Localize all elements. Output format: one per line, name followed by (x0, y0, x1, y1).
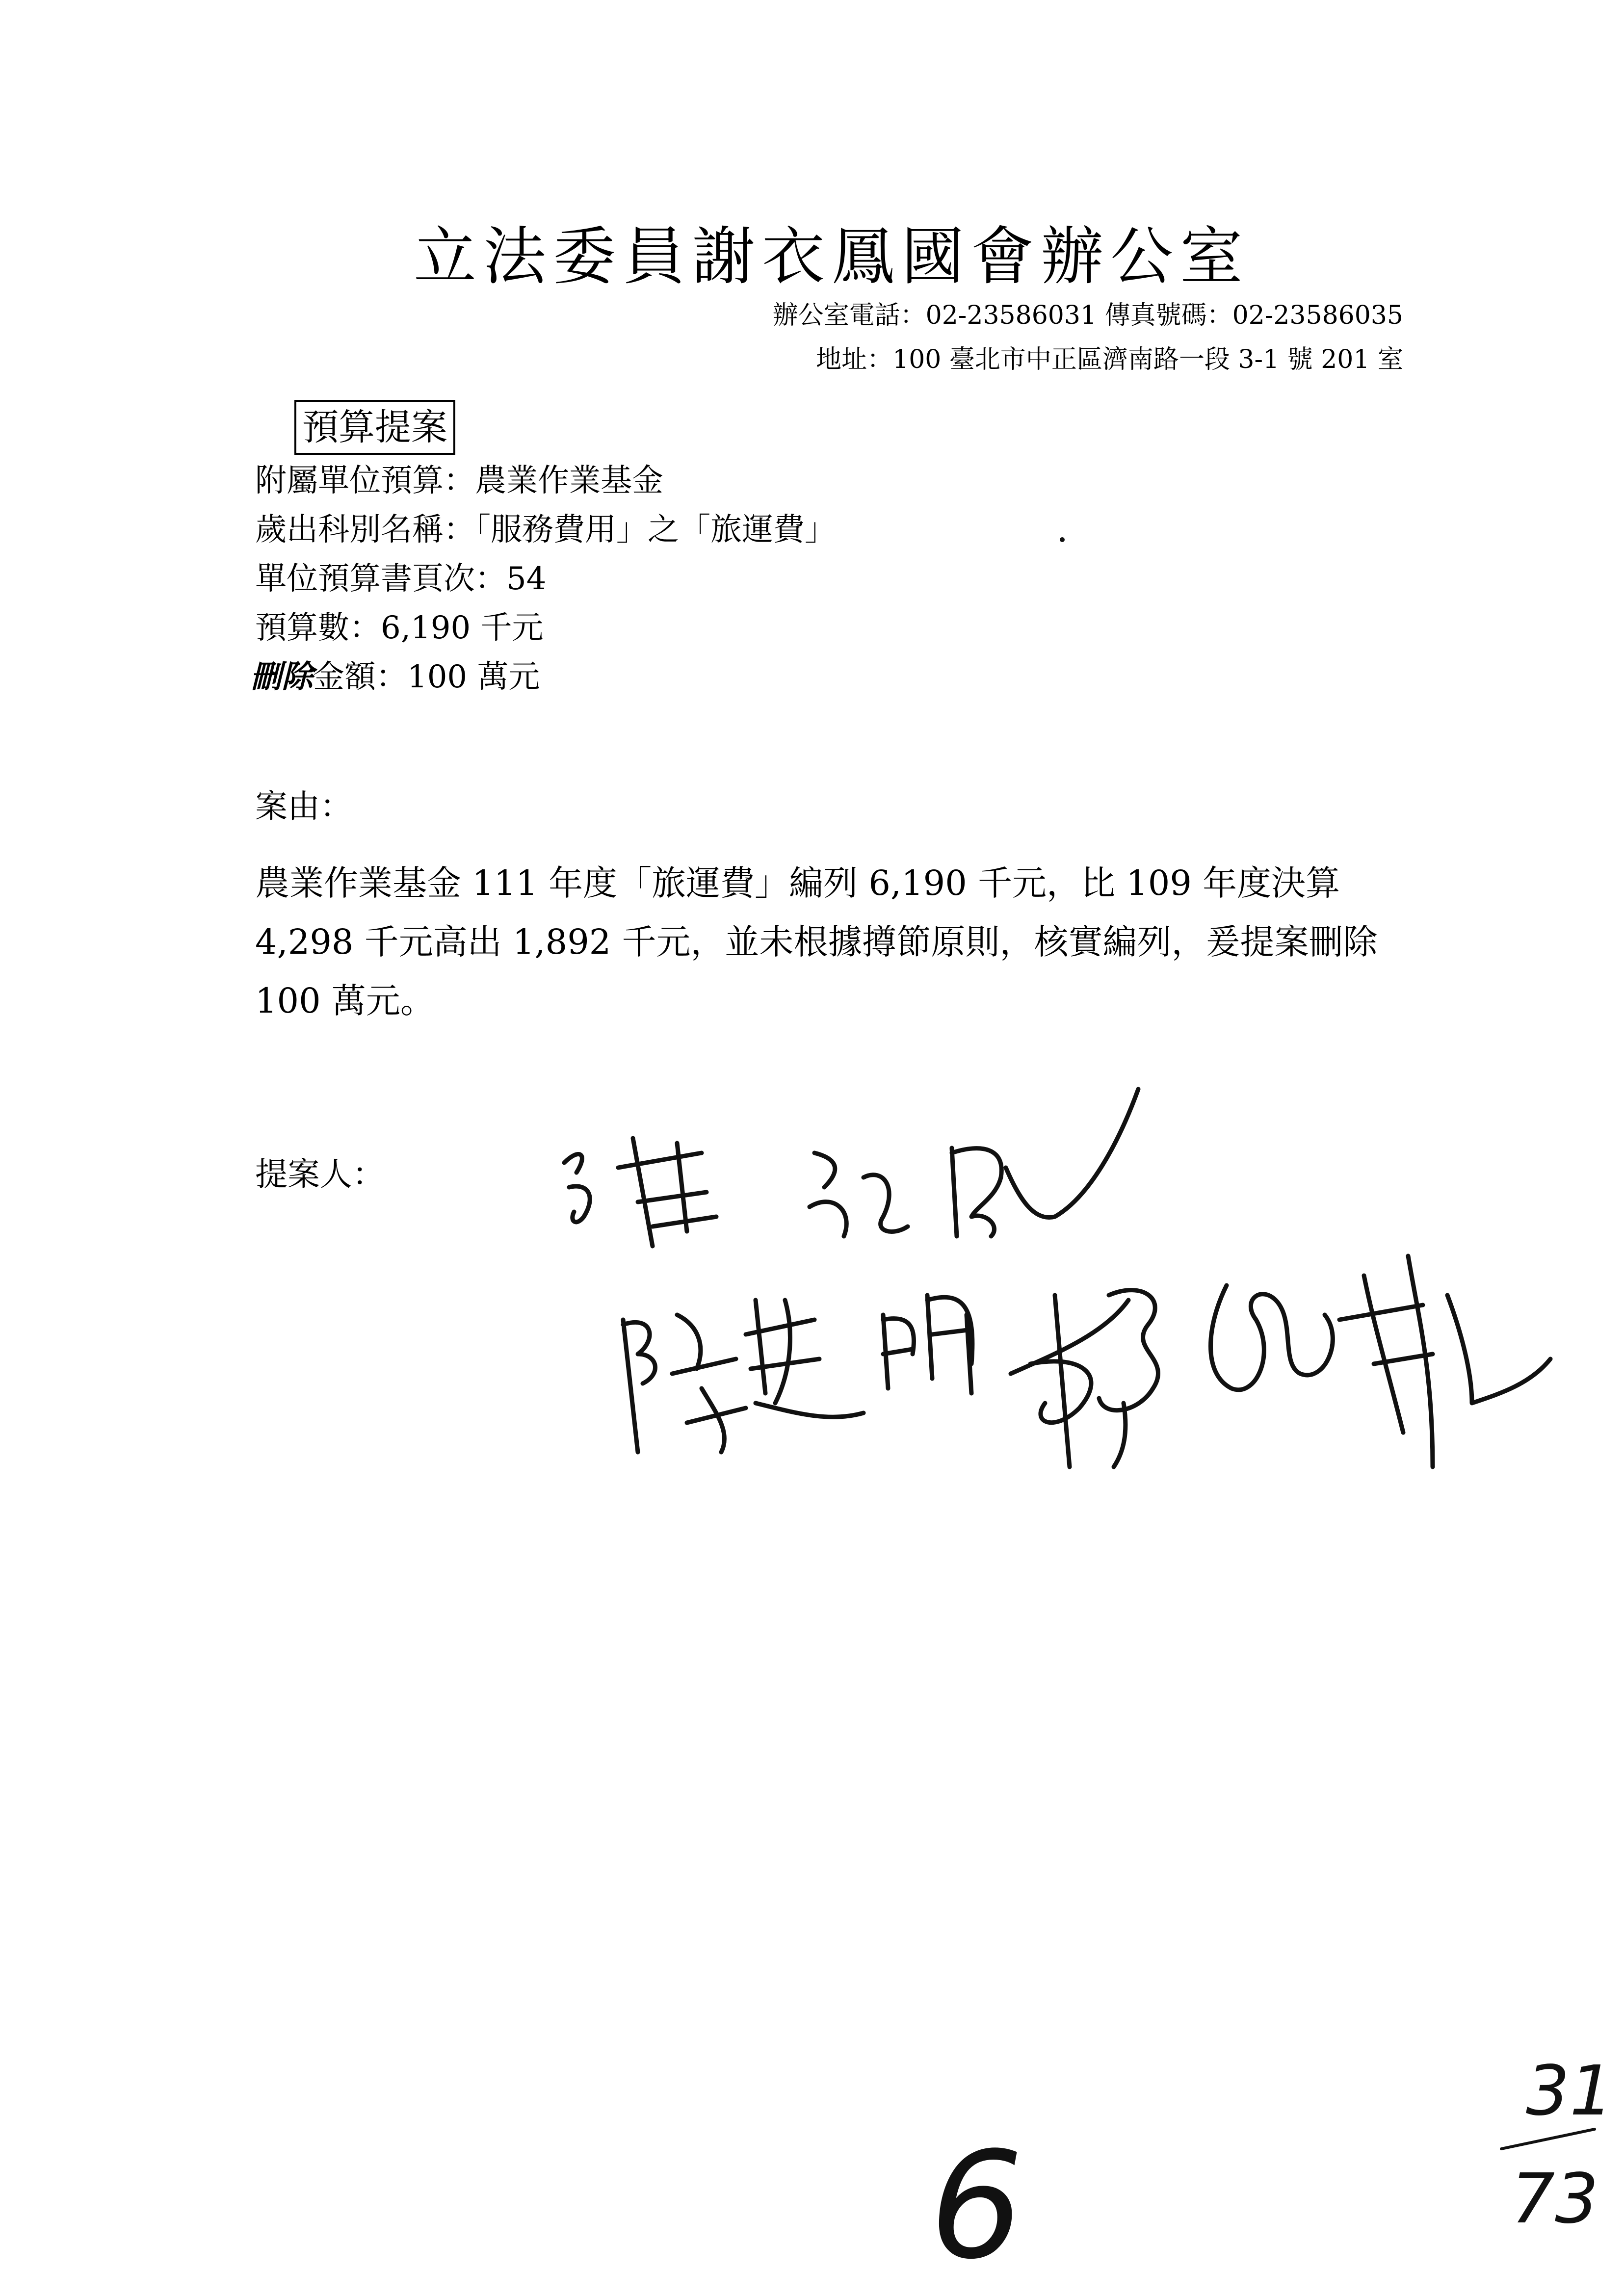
page-number-text: 6 (930, 2120, 1023, 2292)
handwritten-correction: 刪除 (250, 659, 313, 695)
handwritten-folio (1501, 2051, 1613, 2239)
field-expenditure-item: 歲出科別名稱：「服務費用」之「旅運費」 (255, 512, 836, 548)
signature-1 (564, 1089, 1138, 1246)
stray-ink-dot (1060, 537, 1065, 542)
handwritten-page-number (930, 2120, 1023, 2292)
folio-bottom-text: 73 (1511, 2159, 1599, 2239)
field-attached-budget: 附屬單位預算：農業作業基金 (255, 463, 663, 499)
field-budget-page: 單位預算書頁次：54 (255, 561, 547, 597)
folio-top-text: 31 (1526, 2051, 1614, 2131)
office-title: 立法委員謝衣鳳國會辦公室 (413, 220, 1250, 293)
field-reduction-amount (250, 655, 540, 699)
proposal-type-tag: 預算提案 (294, 400, 455, 455)
contact-phone-line: 辦公室電話：02-23586031 傳真號碼：02-23586035 (772, 301, 1403, 330)
signature-2 (623, 1295, 972, 1452)
reduction-amount-text: 金額：100 萬元 (313, 659, 540, 695)
proposers-label: 提案人： (255, 1155, 385, 1193)
reason-paragraph: 農業作業基金 111 年度「旅運費」編列 6,190 千元，比 109 年度決算 4,298 千元高出 1,892 千元，並未根據撙節原則，核實編列，爰提案刪除 100 萬元。 (255, 863, 1378, 1021)
field-budget-amount: 預算數：6,190 千元 (255, 610, 544, 646)
signature-3 (1011, 1256, 1550, 1467)
contact-address-line: 地址：100 臺北市中正區濟南路一段 3-1 號 201 室 (816, 345, 1403, 374)
reason-label: 案由： (255, 787, 352, 825)
